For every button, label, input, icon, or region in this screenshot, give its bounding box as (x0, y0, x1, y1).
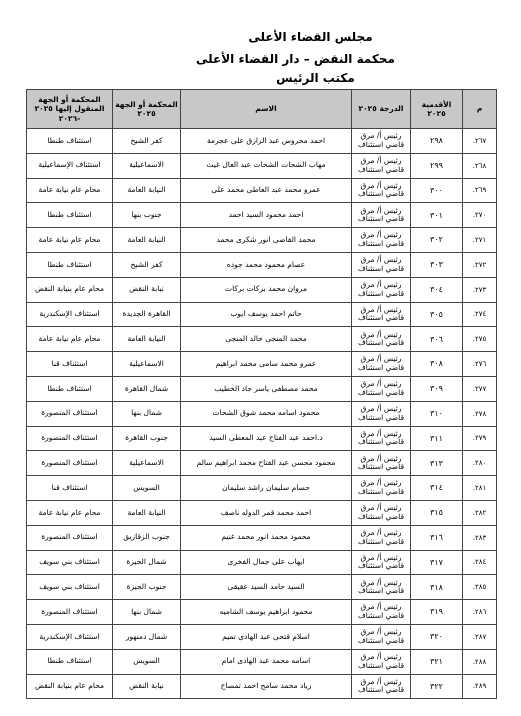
grade-cell: رئيس أ/ مرق قاضي استئناف (352, 129, 411, 154)
row-number: ٢٧٤. (463, 302, 497, 327)
table-row (27, 153, 497, 178)
court-cell: النيابة العامة (113, 327, 181, 352)
row-number: ٢٧٠. (463, 203, 497, 228)
name-cell: محمود محسن عبد الفتاح محمد ابراهيم سالم (181, 451, 352, 476)
table-row (27, 376, 497, 401)
seniority-cell: ٣١٥ (411, 500, 463, 525)
destination-cell: استئناف الإسكندرية (27, 624, 113, 649)
destination-cell: استئناف المنصورة (27, 426, 113, 451)
name-cell: حسام سليمان راشد سليمان (181, 476, 352, 501)
destination-cell: استئناف قنا (27, 352, 113, 377)
table-header (27, 90, 497, 129)
name-cell: اسلام فتحى عبد الهادى تميم (181, 624, 352, 649)
table-row (27, 129, 497, 154)
name-cell: عصام محمود محمد جوده (181, 252, 352, 277)
grade-cell: رئيس أ/ مرق قاضي استئناف (352, 252, 411, 277)
row-number: ٢٨١. (463, 476, 497, 501)
table-row (27, 178, 497, 203)
row-number: ٢٨٨. (463, 649, 497, 674)
name-cell: محمود اسامه محمد شوق الشحات (181, 401, 352, 426)
office-title: مكتب الرئيس (276, 71, 355, 85)
seniority-cell: ٣١٣ (411, 451, 463, 476)
row-number: ٢٨٢. (463, 500, 497, 525)
destination-cell: استئناف طنطا (27, 203, 113, 228)
court-cell: السويس (113, 649, 181, 674)
table-row (27, 575, 497, 600)
grade-cell: رئيس أ/ مرق قاضي استئناف (352, 228, 411, 253)
row-number: ٢٧١. (463, 228, 497, 253)
destination-cell: استئناف المنصورة (27, 401, 113, 426)
grade-cell: رئيس أ/ مرق قاضي استئناف (352, 674, 411, 699)
court-cell: كفر الشيخ (113, 129, 181, 154)
grade-cell: رئيس أ/ مرق قاضي استئناف (352, 153, 411, 178)
table-row (27, 500, 497, 525)
court-cell: شمال الجيزة (113, 550, 181, 575)
row-number: ٢٧٣. (463, 277, 497, 302)
name-cell: محمد مصطفى ياسر جاد الخطيب (181, 376, 352, 401)
table-row (27, 203, 497, 228)
seniority-cell: ٣١١ (411, 426, 463, 451)
grade-cell: رئيس أ/ مرق قاضي استئناف (352, 203, 411, 228)
name-cell: عمرو محمد عبد العاطى محمد على (181, 178, 352, 203)
grade-cell: رئيس أ/ مرق قاضي استئناف (352, 600, 411, 625)
seniority-cell: ٣١٤ (411, 476, 463, 501)
council-title: مجلس القضاء الأعلى (248, 30, 373, 44)
column-header-court: المحكمة أو الجهة ٢٠٢٥ (113, 90, 181, 129)
column-header-m: م (463, 90, 497, 129)
name-cell: السيد حامد السيد عقيقى (181, 575, 352, 600)
seniority-cell: ٣٠٦ (411, 327, 463, 352)
table-row (27, 228, 497, 253)
table-row (27, 550, 497, 575)
table-row (27, 624, 497, 649)
row-number: ٢٦٨. (463, 153, 497, 178)
name-cell: د.احمد عبد الفتاح عبد المعطى السيد (181, 426, 352, 451)
destination-cell: استئناف قنا (27, 476, 113, 501)
destination-cell: استئناف المنصورة (27, 451, 113, 476)
table-row (27, 525, 497, 550)
row-number: ٢٨٣. (463, 525, 497, 550)
name-cell: زياد محمد سامح احمد تمساح (181, 674, 352, 699)
destination-cell: محام عام بنيابة النقض (27, 674, 113, 699)
table-row (27, 476, 497, 501)
name-cell: ايهاب على جمال الفخرى (181, 550, 352, 575)
seniority-cell: ٣١٨ (411, 575, 463, 600)
grade-cell: رئيس أ/ مرق قاضي استئناف (352, 376, 411, 401)
court-cell: النيابة العامة (113, 178, 181, 203)
column-header-seniority: الأقدمية ٢٠٢٥ (411, 90, 463, 129)
destination-cell: محام عام نيابة عامة (27, 500, 113, 525)
row-number: ٢٧٨. (463, 401, 497, 426)
name-cell: محمد القاضى انور شكرى محمد (181, 228, 352, 253)
court-cell: نيابة النقض (113, 277, 181, 302)
destination-cell: استئناف طنطا (27, 376, 113, 401)
grade-cell: رئيس أ/ مرق قاضي استئناف (352, 277, 411, 302)
name-cell: اسامه محمد عبد الهادى امام (181, 649, 352, 674)
seniority-cell: ٣٢١ (411, 649, 463, 674)
seniority-cell: ٣١٠ (411, 401, 463, 426)
row-number: ٢٨٦. (463, 600, 497, 625)
grade-cell: رئيس أ/ مرق قاضي استئناف (352, 550, 411, 575)
court-cell: النيابة العامة (113, 500, 181, 525)
seniority-cell: ٣٠٩ (411, 376, 463, 401)
row-number: ٢٨٥. (463, 575, 497, 600)
court-cell: النيابة العامة (113, 228, 181, 253)
destination-cell: استئناف بني سويف (27, 575, 113, 600)
court-cell: جنوب الزقازيق (113, 525, 181, 550)
table-row (27, 327, 497, 352)
court-cell: جنوب الجيزة (113, 575, 181, 600)
table-row (27, 302, 497, 327)
table-body (27, 129, 497, 699)
name-cell: محمد المنجى خالد المنجى (181, 327, 352, 352)
grade-cell: رئيس أ/ مرق قاضي استئناف (352, 327, 411, 352)
court-cell: نيابة النقض (113, 674, 181, 699)
destination-cell: محام عام نيابة عامة (27, 327, 113, 352)
row-number: ٢٧٧. (463, 376, 497, 401)
court-cell: القاهرة الجديدة (113, 302, 181, 327)
table-row (27, 674, 497, 699)
grade-cell: رئيس أ/ مرق قاضي استئناف (352, 401, 411, 426)
seniority-cell: ٣١٦ (411, 525, 463, 550)
seniority-cell: ٣٠٨ (411, 352, 463, 377)
grade-cell: رئيس أ/ مرق قاضي استئناف (352, 426, 411, 451)
court-title: محكمة النقض – دار القضاء الأعلى (196, 52, 395, 66)
destination-cell: استئناف بني سويف (27, 550, 113, 575)
destination-cell: استئناف الإسماعيلية (27, 153, 113, 178)
row-number: ٢٨٤. (463, 550, 497, 575)
name-cell: مهاب الشحات الشحات عبد العال غيث (181, 153, 352, 178)
court-cell: الاسماعيلية (113, 153, 181, 178)
row-number: ٢٧٦. (463, 352, 497, 377)
destination-cell: استئناف الإسكندرية (27, 302, 113, 327)
seniority-cell: ٣١٩ (411, 600, 463, 625)
seniority-cell: ٣٢٠ (411, 624, 463, 649)
grade-cell: رئيس أ/ مرق قاضي استئناف (352, 178, 411, 203)
table-row (27, 277, 497, 302)
seniority-cell: ٣٠٢ (411, 228, 463, 253)
court-cell: الاسماعيلية (113, 451, 181, 476)
court-cell: شمال القاهرة (113, 376, 181, 401)
grade-cell: رئيس أ/ مرق قاضي استئناف (352, 302, 411, 327)
name-cell: محمود محمد انور محمد غنيم (181, 525, 352, 550)
column-header-grade: الدرجة ٢٠٢٥ (352, 90, 411, 129)
seniority-cell: ٣٠١ (411, 203, 463, 228)
grade-cell: رئيس أ/ مرق قاضي استئناف (352, 525, 411, 550)
grade-cell: رئيس أ/ مرق قاضي استئناف (352, 649, 411, 674)
name-cell: احمد محمود السيد احمد (181, 203, 352, 228)
row-number: ٢٧٢. (463, 252, 497, 277)
seniority-cell: ٣٠٣ (411, 252, 463, 277)
destination-cell: محام عام نيابة عامة (27, 228, 113, 253)
row-number: ٢٦٧. (463, 129, 497, 154)
name-cell: احمد محروس عبد الرازق على عجرمة (181, 129, 352, 154)
grade-cell: رئيس أ/ مرق قاضي استئناف (352, 476, 411, 501)
seniority-cell: ٣٠٥ (411, 302, 463, 327)
transfers-table (26, 89, 497, 699)
court-cell: شمال بنها (113, 401, 181, 426)
destination-cell: استئناف طنطا (27, 252, 113, 277)
grade-cell: رئيس أ/ مرق قاضي استئناف (352, 451, 411, 476)
court-cell: الاسماعيلية (113, 352, 181, 377)
destination-cell: استئناف طنطا (27, 649, 113, 674)
table-row (27, 352, 497, 377)
row-number: ٢٦٩. (463, 178, 497, 203)
row-number: ٢٨٠. (463, 451, 497, 476)
court-cell: السويس (113, 476, 181, 501)
table-row (27, 426, 497, 451)
table-row (27, 600, 497, 625)
seniority-cell: ٢٩٩ (411, 153, 463, 178)
court-cell: جنوب بنها (113, 203, 181, 228)
row-number: ٢٨٧. (463, 624, 497, 649)
table-row (27, 252, 497, 277)
table-row (27, 649, 497, 674)
destination-cell: استئناف طنطا (27, 129, 113, 154)
destination-cell: استئناف المنصورة (27, 600, 113, 625)
grade-cell: رئيس أ/ مرق قاضي استئناف (352, 624, 411, 649)
grade-cell: رئيس أ/ مرق قاضي استئناف (352, 500, 411, 525)
destination-cell: محام عام نيابة عامة (27, 178, 113, 203)
row-number: ٢٧٥. (463, 327, 497, 352)
seniority-cell: ٢٩٨ (411, 129, 463, 154)
destination-cell: استئناف المنصورة (27, 525, 113, 550)
name-cell: احمد محمد قمر الدوله ناصف (181, 500, 352, 525)
name-cell: محمود ابراهيم يوسف الشاميه (181, 600, 352, 625)
court-cell: كفر الشيخ (113, 252, 181, 277)
seniority-cell: ٣٠٤ (411, 277, 463, 302)
name-cell: مروان محمد بركات بركات (181, 277, 352, 302)
column-header-name: الاسم (181, 90, 352, 129)
court-cell: شمال بنها (113, 600, 181, 625)
name-cell: عمرو محمد سامى محمد ابراهيم (181, 352, 352, 377)
seniority-cell: ٣١٧ (411, 550, 463, 575)
court-cell: شمال دمنهور (113, 624, 181, 649)
grade-cell: رئيس أ/ مرق قاضي استئناف (352, 352, 411, 377)
destination-cell: محام عام بنيابة النقض (27, 277, 113, 302)
row-number: ٢٧٩. (463, 426, 497, 451)
court-cell: جنوب القاهرة (113, 426, 181, 451)
seniority-cell: ٣٢٢ (411, 674, 463, 699)
column-header-destination: المحكمة أو الجهة المنقول إليها ٢٠٢٥ -٢٠٢٦ (27, 90, 113, 129)
row-number: ٢٨٩. (463, 674, 497, 699)
seniority-cell: ٣٠٠ (411, 178, 463, 203)
table-row (27, 401, 497, 426)
grade-cell: رئيس أ/ مرق قاضي استئناف (352, 575, 411, 600)
table-row (27, 451, 497, 476)
name-cell: حاتم احمد يوسف ايوب (181, 302, 352, 327)
